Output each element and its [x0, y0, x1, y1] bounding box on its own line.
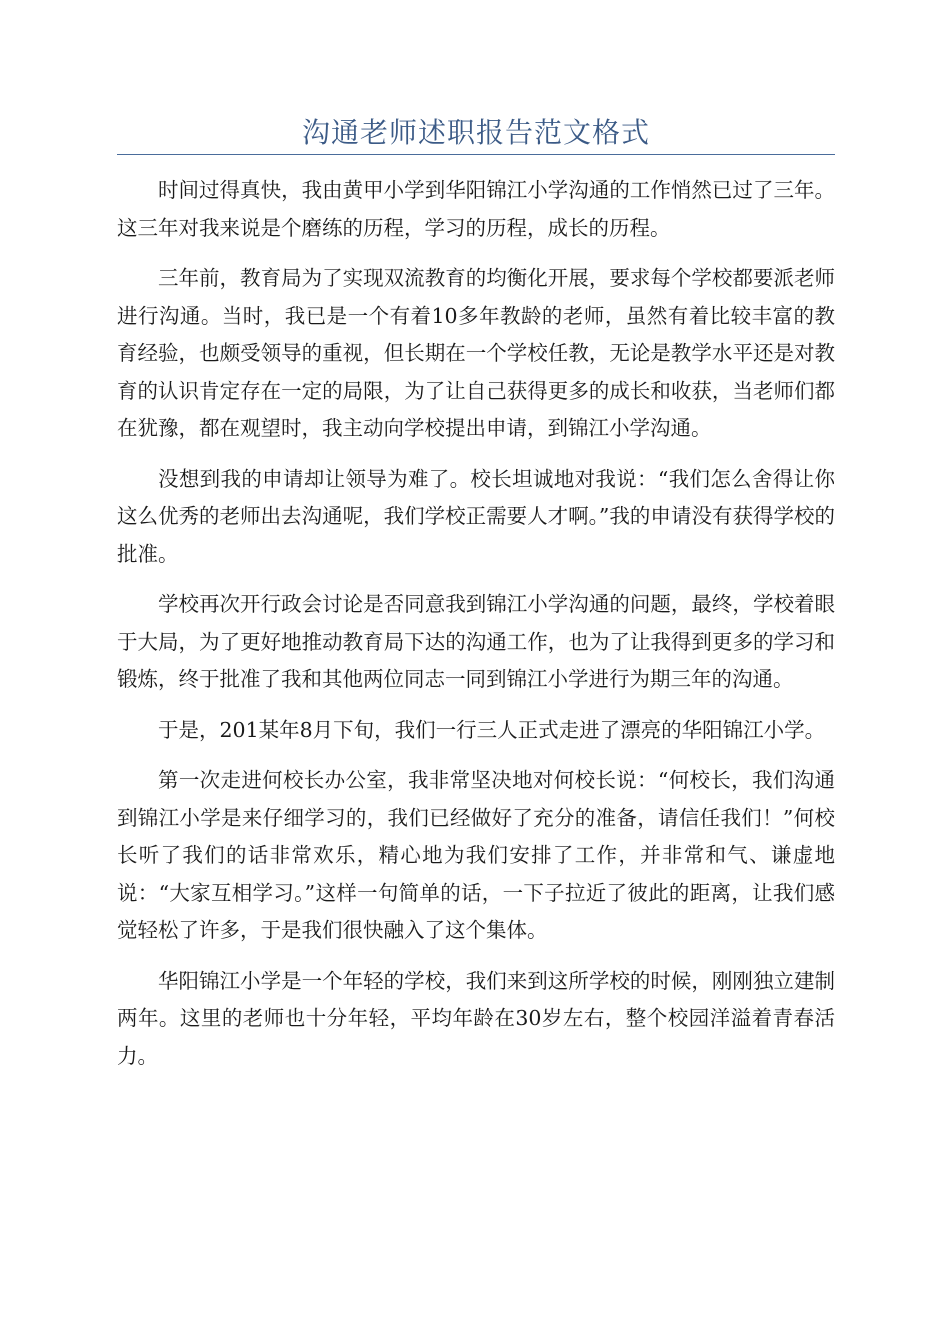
document-body: [117, 172, 835, 1088]
paragraph: 华阳锦江小学是一个年轻的学校，我们来到这所学校的时候，刚刚独立建制两年。这里的老师也十分年轻，平均年龄在30岁左右，整个校园洋溢着青春活力。: [117, 968, 835, 1068]
title-underline: [117, 154, 835, 155]
paragraph: 学校再次开行政会讨论是否同意我到锦江小学沟通的问题，最终，学校着眼于大局，为了更好地推动教育局下达的沟通工作，也为了让我得到更多的学习和锻炼，终于批准了我和其他两位同志一同到锦江小学进行为期三年的沟通。: [117, 592, 835, 691]
paragraph: 于是，201某年8月下旬，我们一行三人正式走进了漂亮的华阳锦江小学。: [158, 717, 826, 742]
paragraph: 没想到我的申请却让领导为难了。校长坦诚地对我说：“我们怎么舍得让你这么优秀的老师出去沟通呢，我们学校正需要人才啊。”我的申请没有获得学校的批准。: [117, 466, 835, 566]
paragraph: 三年前，教育局为了实现双流教育的均衡化开展，要求每个学校都要派老师进行沟通。当时，我已是一个有着10多年教龄的老师，虽然有着比较丰富的教育经验，也颇受领导的重视，但长期在一个学校任教，无论是教学水平还是对教育的认识肯定存在一定的局限，为了让自己获得更多的成长和收获，当老师们都在犹豫，都在观望时，我主动向学校提出申请，到锦江小学沟通。: [117, 266, 835, 440]
paragraph: 第一次走进何校长办公室，我非常坚决地对何校长说：“何校长，我们沟通到锦江小学是来仔细学习的，我们已经做好了充分的准备，请信任我们！”何校长听了我们的话非常欢乐，精心地为我们安排了工作，并非常和气、谦虚地说：“大家互相学习。”这样一句简单的话，一下子拉近了彼此的距离，让我们感觉轻松了许多，于是我们很快融入了这个集体。: [117, 768, 835, 942]
paragraph: 时间过得真快，我由黄甲小学到华阳锦江小学沟通的工作悄然已过了三年。这三年对我来说是个磨练的历程，学习的历程，成长的历程。: [117, 178, 835, 240]
document-title: 沟通老师述职报告范文格式: [301, 116, 650, 149]
